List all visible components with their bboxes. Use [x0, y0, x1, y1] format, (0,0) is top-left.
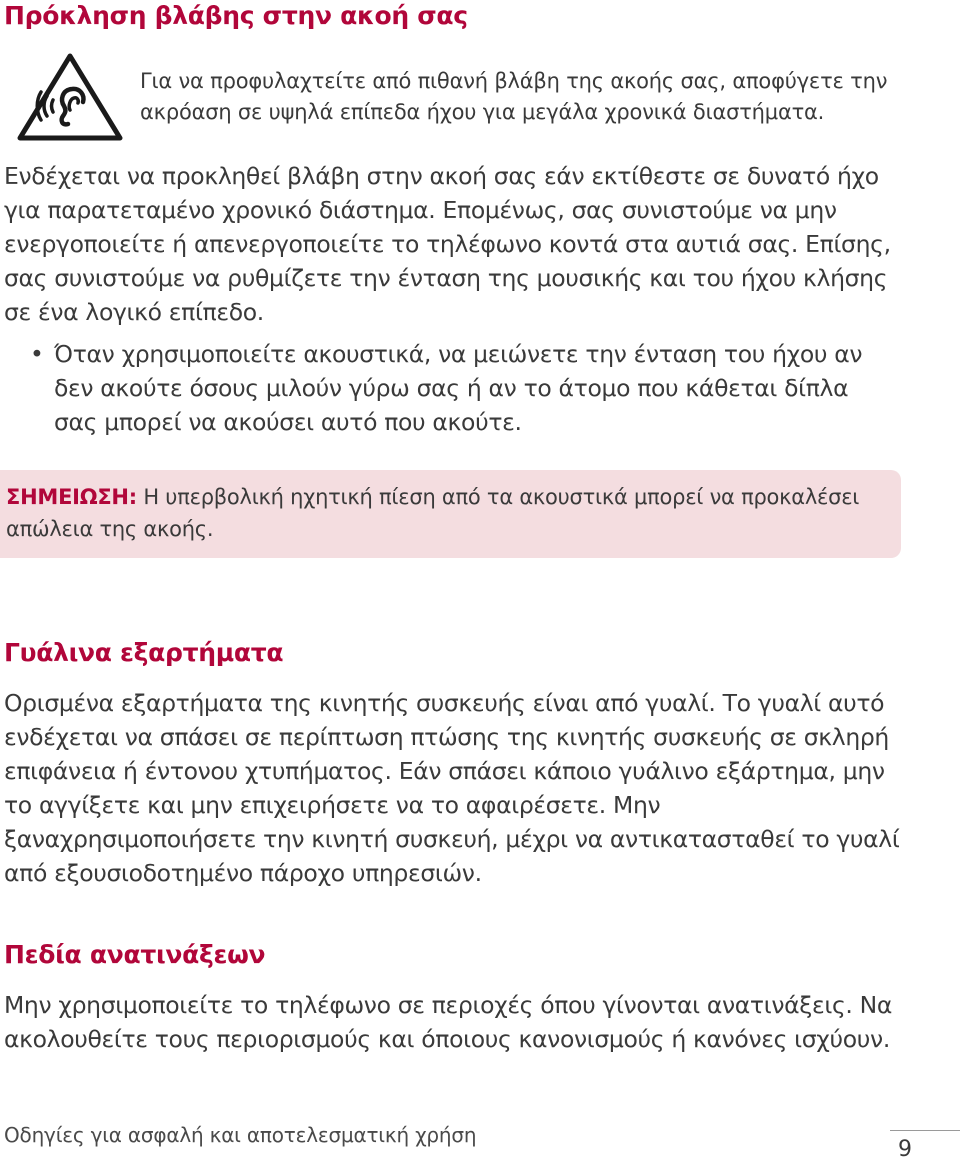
note-box [0, 470, 901, 558]
note-label: ΣΗΜΕΙΩΣΗ: [6, 485, 137, 509]
note-body: Η υπερβολική ηχητική πίεση από τα ακουστικά μπορεί να προκαλέσει απώλεια της ακοής. [6, 485, 860, 541]
footer-text: Οδηγίες για ασφαλή και αποτελεσματική χρήση [4, 1123, 477, 1147]
section-title-hearing: Πρόκληση βλάβης στην ακοή σας [4, 1, 468, 30]
hearing-warning-icon [16, 52, 124, 142]
glass-paragraph: Ορισμένα εξαρτήματα της κινητής συσκευής είναι από γυαλί. Το γυαλί αυτό ενδέχεται να σπάσει σε περίπτωση πτώσης της κινητής συσκευής σε σκληρή επιφάνεια ή έντονου χτυπήματος. Εάν σπάσει κάποιο γυάλινο εξάρτημα, μην το αγγίξετε και μην επιχειρήσετε να το αφαιρέσετε. Μην ξαναχρησιμοποιήσετε την κινητή συσκευή, μέχρι να αντικατασταθεί το γυαλί από εξουσιοδοτημένο πάροχο υπηρεσιών. [4, 689, 900, 887]
hearing-warning-text: Για να προφυλαχτείτε από πιθανή βλάβη της ακοής σας, αποφύγετε την ακρόαση σε υψηλά επίπεδα ήχου για μεγάλα χρονικά διαστήματα. [140, 69, 888, 124]
hearing-paragraph: Ενδέχεται να προκληθεί βλάβη στην ακοή σας εάν εκτίθεστε σε δυνατό ήχο για παρατεταμένο χρονικό διάστημα. Επομένως, σας συνιστούμε να μην ενεργοποιείτε ή απενεργοποιείτε το τηλέφωνο κοντά στα αυτιά σας. Επίσης, σας συνιστούμε να ρυθμίζετε την ένταση της μουσικής και του ήχου κλήσης σε ένα λογικό επίπεδο. [4, 162, 891, 326]
blasting-paragraph: Μην χρησιμοποιείτε το τηλέφωνο σε περιοχές όπου γίνονται ανατινάξεις. Να ακολουθείτε τους περιορισμούς και όποιους κανονισμούς ή κανόνες ισχύουν. [4, 991, 892, 1053]
note-text [6, 481, 886, 545]
section-title-glass: Γυάλινα εξαρτήματα [4, 638, 284, 667]
page-number: 9 [898, 1137, 912, 1162]
footer-divider [890, 1130, 960, 1131]
section-title-blasting: Πεδία ανατινάξεων [4, 940, 266, 969]
hearing-bullet-text: Όταν χρησιμοποιείτε ακουστικά, να μειώνετε την ένταση του ήχου αν δεν ακούτε όσους μιλούν γύρω σας ή αν το άτομο που κάθεται δίπλα σας μπορεί να ακούσει αυτό που ακούτε. [54, 340, 863, 436]
bullet-marker: • [30, 340, 44, 368]
